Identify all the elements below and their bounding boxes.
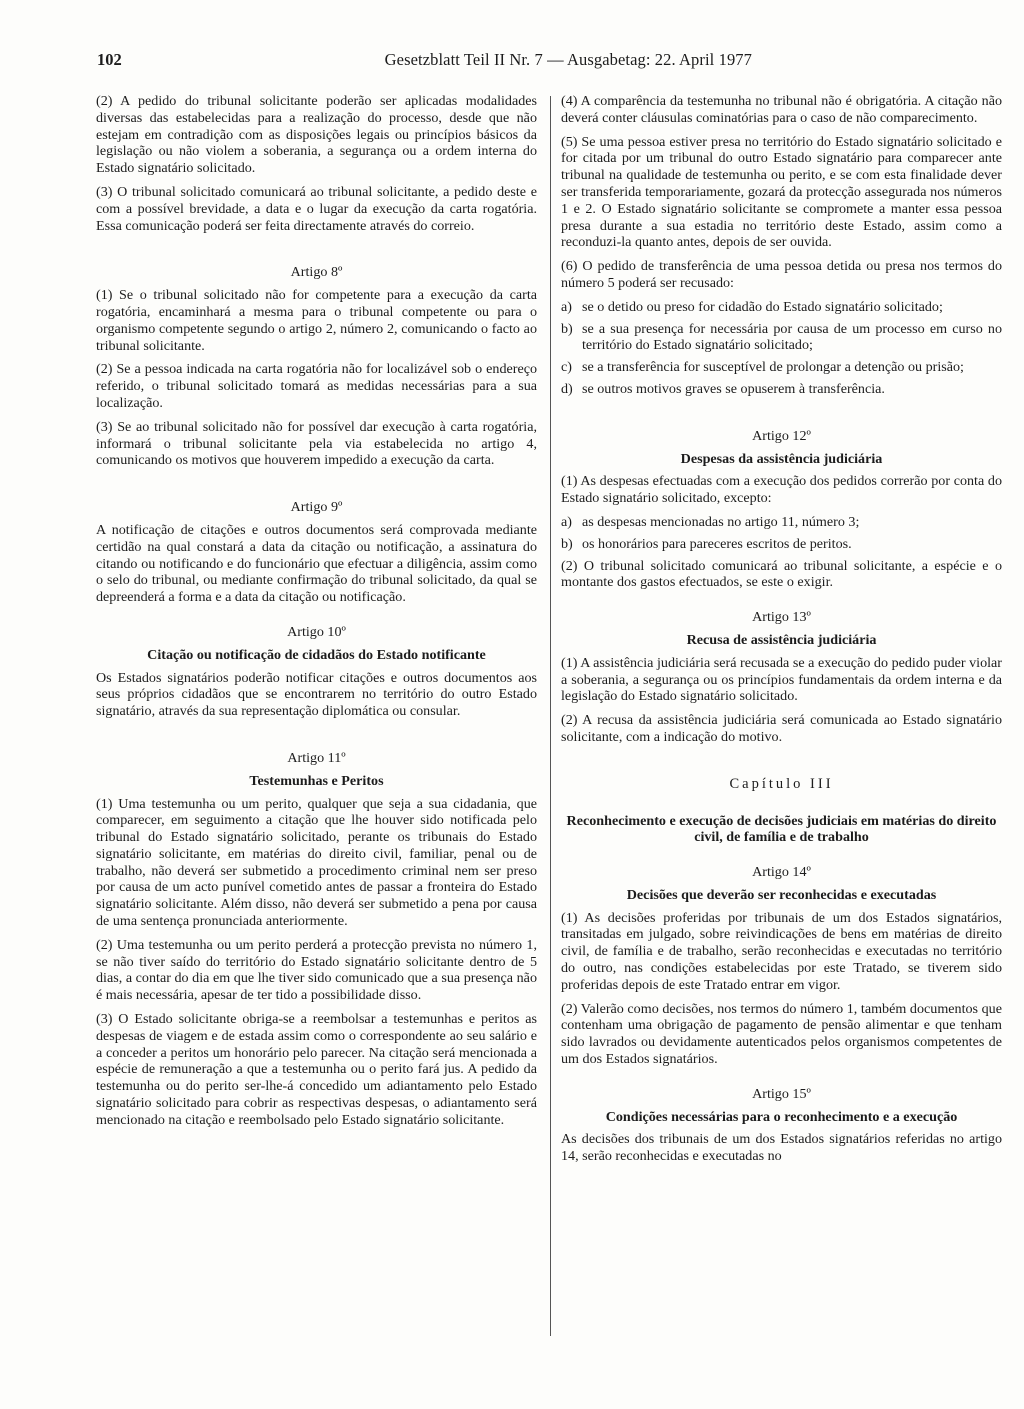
article-title: Decisões que deverão ser reconhecidas e executadas xyxy=(626,886,937,903)
list-text: se o detido ou preso for cidadão do Estado signatário solicitado; xyxy=(582,298,943,315)
list-item xyxy=(561,381,1002,398)
list-item xyxy=(561,321,1002,355)
paragraph: (1) Se o tribunal solicitado não for competente para a execução da carta rogatória, encaminhará a mesma para o tribunal competente ou para o organismo competente segundo o artigo 2, número 2, comunicando o facto ao tribunal solicitante. xyxy=(96,287,537,354)
column-divider xyxy=(550,96,551,1336)
list-item xyxy=(561,299,1002,316)
paragraph: (1) A assistência judiciária será recusada se a execução do pedido puder violar a soberania, a segurança ou os princípios fundamentais da ordem interna e da legislação do Estado signatário solicitado. xyxy=(561,654,1002,705)
article-title: Despesas da assistência judiciária xyxy=(680,450,883,467)
article-title: Recusa de assistência judiciária xyxy=(686,631,877,648)
article-heading: Artigo 9º xyxy=(290,499,343,516)
article-heading: Artigo 13º xyxy=(752,609,811,626)
paragraph: (1) As despesas efectuadas com a execução dos pedidos correrão por conta do Estado signatário solicitado, excepto: xyxy=(561,473,1002,507)
paragraph: (2) A recusa da assistência judiciária será comunicada ao Estado signatário solicitante, com a indicação do motivo. xyxy=(561,712,1002,745)
list-label: c) xyxy=(561,359,572,376)
list-label: b) xyxy=(561,535,573,552)
list-item xyxy=(561,536,1002,553)
paragraph: Os Estados signatários poderão notificar citações e outros documentos aos seus próprios cidadãos que se encontrarem no território do outro Estado signatário, através da sua representação diplomática ou consular. xyxy=(96,669,537,720)
article-heading: Artigo 11º xyxy=(287,749,346,766)
list-text: os honorários para pareceres escritos de peritos. xyxy=(582,535,852,552)
paragraph: (4) A comparência da testemunha no tribunal não é obrigatória. A citação não deverá conter cláusulas cominatórias para o caso de não comparecimento. xyxy=(561,93,1002,126)
paragraph: (3) Se ao tribunal solicitado não for possível dar execução à carta rogatória, informará o tribunal solicitante pela via estabelecida no artigo 4, comunicando os motivos que houverem impedido a execução da carta. xyxy=(96,418,537,469)
list-item xyxy=(561,359,1002,376)
article-heading: Artigo 10º xyxy=(287,623,346,640)
list-text: se a transferência for susceptível de prolongar a detenção ou prisão; xyxy=(582,359,964,376)
paragraph: A notificação de citações e outros documentos será comprovada mediante certidão na qual constará a data da citação ou notificação, a assinatura do citando ou notificando e do funcionário que efectuar a diligência, assim como o selo do tribunal, ou mediante confirmação do tribunal solicitado, da qual se depreenderá a forma e a data da citação ou notificação. xyxy=(96,521,537,606)
article-title: Condições necessárias para o reconhecimento e a execução xyxy=(605,1108,958,1125)
paragraph: (2) Uma testemunha ou um perito perderá a protecção prevista no número 1, se não tiver saído do território do Estado signatário solicitante dentro de 5 dias, a contar do dia em que lhe tiver sido comunicado que a sua presença não é mais necessária, apesar de ter tido a possibilidade disso. xyxy=(96,936,537,1004)
article-title: Testemunhas e Peritos xyxy=(249,772,384,789)
list-label: d) xyxy=(561,380,573,397)
paragraph: (6) O pedido de transferência de uma pessoa detida ou presa nos termos do número 5 poderá ser recusado: xyxy=(561,258,1002,291)
paragraph: (5) Se uma pessoa estiver presa no território do Estado signatário solicitado e for citada por um tribunal do outro Estado signatário para comparecer ante tribunal na qualidade de testemunha ou perito, e se com esta finalidade dever ser transferida temporariamente, gozará da protecção assegurada nos números 1 e 2. O Estado signatário solicitante se compromete a manter essa pessoa presa durante a sua estadia no território deste Estado, assim como a reconduzi-la quanto antes, depois de ser ouvida. xyxy=(561,133,1002,251)
page-header xyxy=(97,50,752,70)
chapter-title: Reconhecimento e execução de decisões judiciais em matérias do direito civil, de família e de trabalho xyxy=(566,812,997,846)
page-number: 102 xyxy=(97,50,122,69)
chapter-heading: Capítulo III xyxy=(729,775,834,792)
article-heading: Artigo 14º xyxy=(752,864,811,881)
paragraph: (2) O tribunal solicitado comunicará ao tribunal solicitante, a espécie e o montante dos gastos efectuados, se este o exigir. xyxy=(561,557,1002,591)
paragraph: (3) O Estado solicitante obriga-se a reembolsar a testemunhas e peritos as despesas de viagem e de estada assim como o correspondente ao seu salário e a conceder a peritos um honorário pelo parecer. Na citação será mencionada a espécie de remuneração a que a testemunha ou o perito fará jus. A pedido da testemunha ou do perito ser-lhe-á concedido um adiantamento pelo Estado signatário solicitado para cobrir as respectivas despesas, o adiantamento será mencionado na citação e reembolsado pelo Estado signatário solicitante. xyxy=(96,1011,537,1128)
list-label: b) xyxy=(561,320,573,337)
list-text: se a sua presença for necessária por causa de um processo em curso no território do Estado signatário solicitado; xyxy=(582,320,1002,354)
article-heading: Artigo 8º xyxy=(290,264,343,281)
gazette-title: Gesetzblatt Teil II Nr. 7 — Ausgabetag: 22. April 1977 xyxy=(384,50,752,69)
paragraph: (1) Uma testemunha ou um perito, qualquer que seja a sua cidadania, que comparecer, em seguimento a citação que lhe houver sido notificada pelo tribunal do Estado signatário solicitado, perante os tribunais do Estado signatário solicitante, em matérias do direito civil, familiar, penal ou de trabalho, não deverá ser submetido a procedimento criminal nem ser preso por causa de um acto punível cometido antes de passar a fronteira do Estado signatário solicitante. Além disso, não deverá ser submetido a pena por causa de uma sentença pronunciada anteriormente. xyxy=(96,795,537,930)
left-column xyxy=(96,93,537,1136)
paragraph: (2) Valerão como decisões, nos termos do número 1, também documentos que contenham uma obrigação de pagamento de pensão alimentar e que tenham sido lavrados ou devidamente autenticados pelos organismos competentes de um dos Estados signatários. xyxy=(561,1000,1002,1068)
paragraph: (1) As decisões proferidas por tribunais de um dos Estados signatários, transitadas em julgado, sobre reivindicações de bens em matérias de direito civil, de família e de trabalho, serão reconhecidas e executadas no território do outro, nas condições estabelecidas por este Tratado, se tiverem sido proferidas depois de este Tratado entrar em vigor. xyxy=(561,909,1002,993)
article-heading: Artigo 15º xyxy=(752,1085,811,1102)
paragraph: (2) Se a pessoa indicada na carta rogatória não for localizável sob o endereço referido, o tribunal solicitado tomará as medidas necessárias para a sua localização. xyxy=(96,361,537,411)
article-heading: Artigo 12º xyxy=(752,427,811,444)
paragraph: (2) A pedido do tribunal solicitante poderão ser aplicadas modalidades diversas das estabelecidas para a realização do processo, desde que não estejam em contradição com as disposições legais ou princípios básicos da legislação ou não violem a soberania, a segurança ou a ordem interna do Estado signatário solicitado. xyxy=(96,93,537,177)
article-title: Citação ou notificação de cidadãos do Estado notificante xyxy=(147,646,486,663)
list-label: a) xyxy=(561,513,572,530)
paragraph: (3) O tribunal solicitado comunicará ao tribunal solicitante, a pedido deste e com a possível brevidade, a data e o lugar da execução da carta rogatória. Essa comunicação poderá ser feita directamente através do correio. xyxy=(96,183,537,234)
list-item xyxy=(561,514,1002,531)
list-label: a) xyxy=(561,298,572,315)
paragraph: As decisões dos tribunais de um dos Estados signatários referidas no artigo 14, serão reconhecidas e executadas no xyxy=(561,1131,1002,1165)
list-text: se outros motivos graves se opuserem à transferência. xyxy=(582,380,885,397)
list-text: as despesas mencionadas no artigo 11, número 3; xyxy=(582,513,860,530)
right-column xyxy=(561,93,1002,1172)
